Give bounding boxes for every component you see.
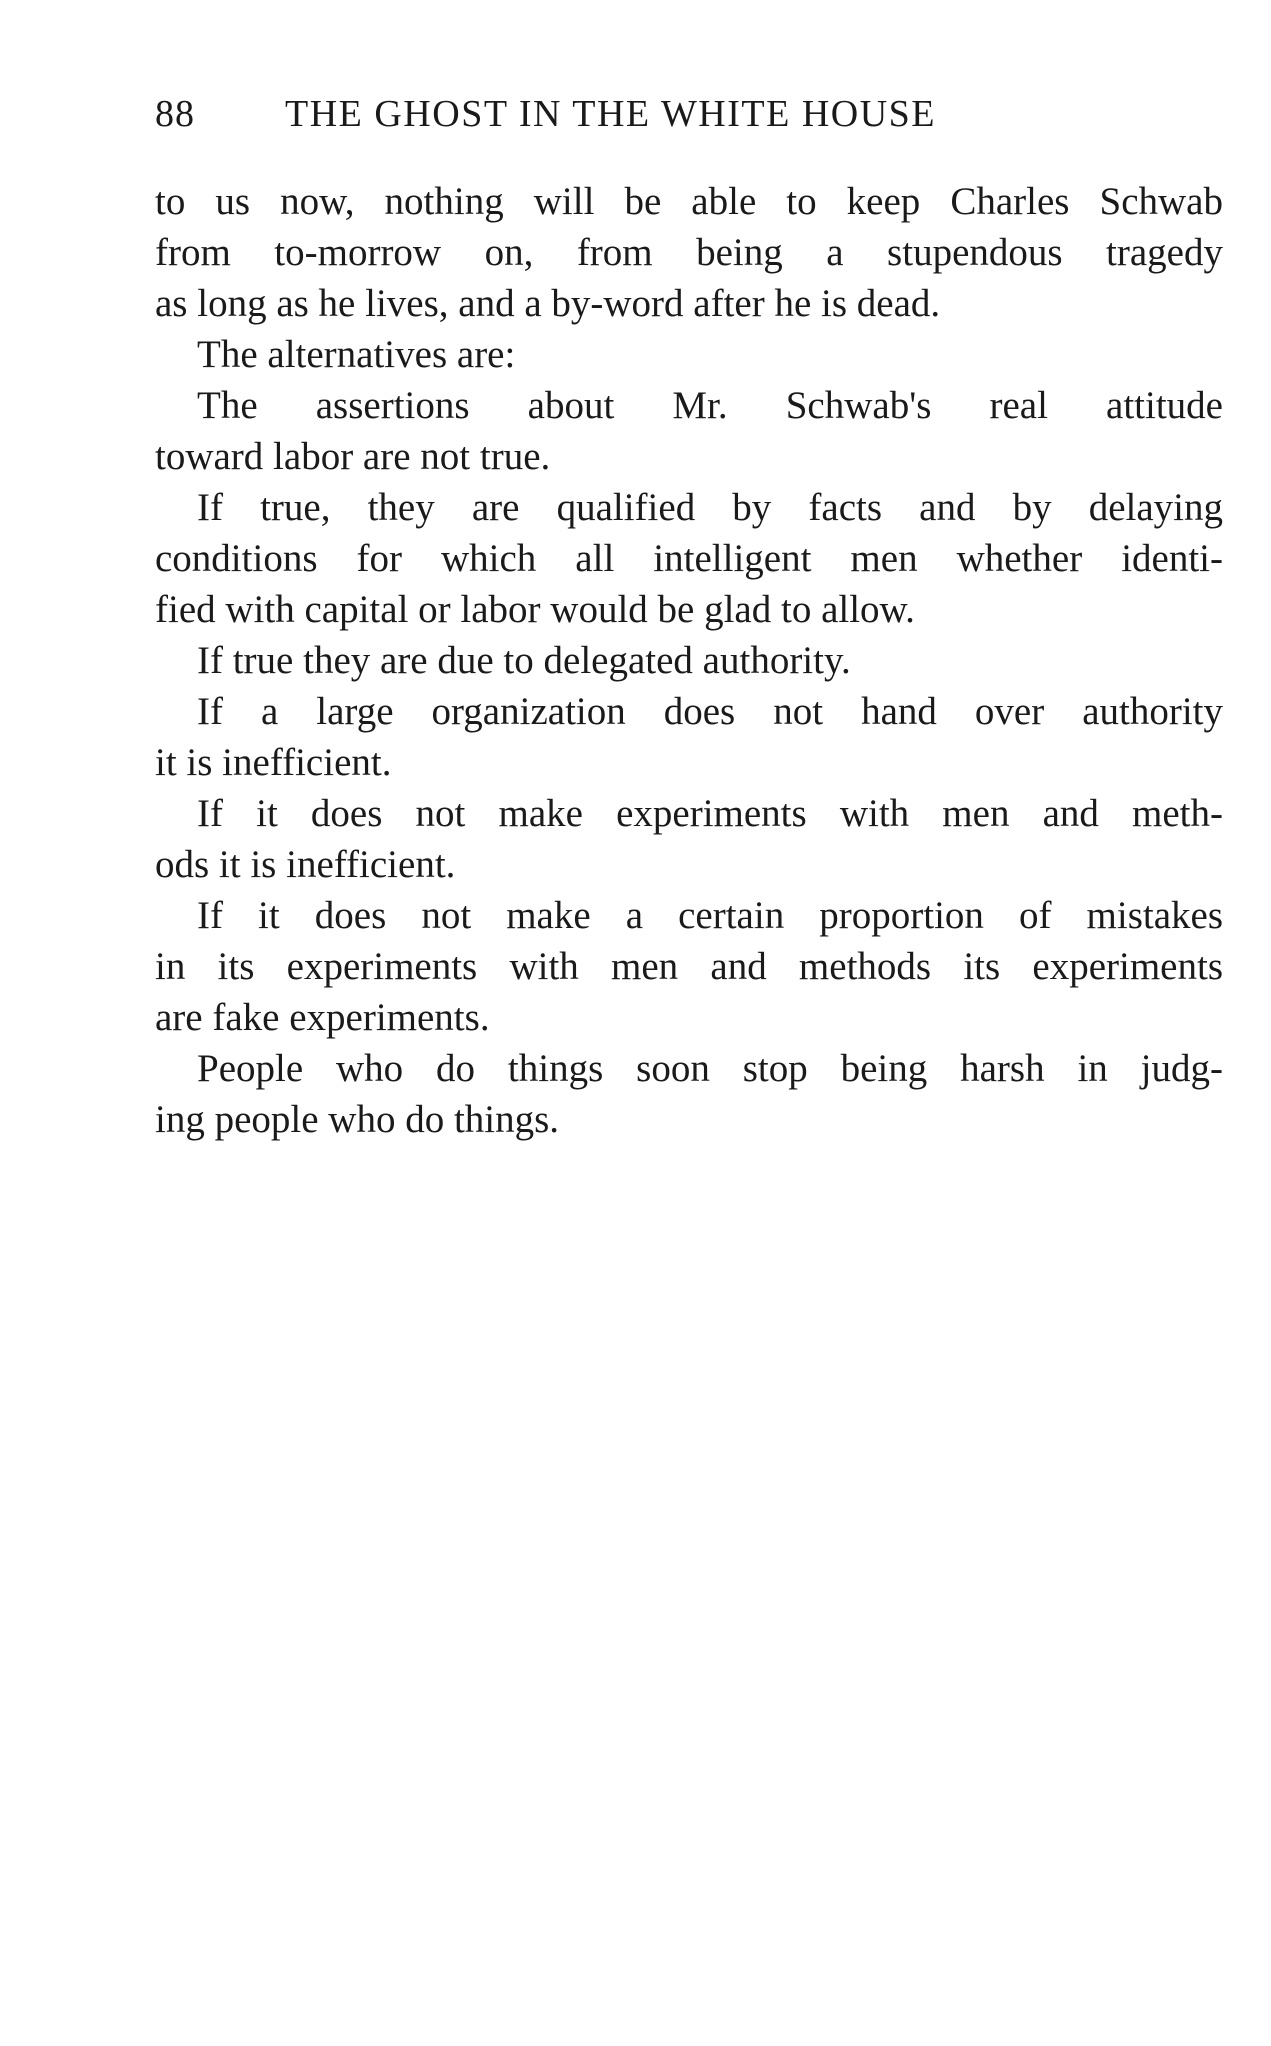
- text-line: People who do things soon stop being harsh in judg-: [197, 1047, 1223, 1090]
- body-text: [155, 176, 1223, 1145]
- text-line: are fake experiments.: [155, 996, 490, 1039]
- text-line: The alternatives are:: [197, 333, 516, 376]
- text-line: to us now, nothing will be able to keep Charles Schwab: [155, 180, 1223, 223]
- text-line: from to-morrow on, from being a stupendous tragedy: [155, 231, 1223, 274]
- running-title: THE GHOST IN THE WHITE HOUSE: [285, 93, 937, 135]
- text-line: If true they are due to delegated authority.: [197, 639, 851, 682]
- text-line: ods it is inefficient.: [155, 843, 456, 886]
- running-head: [155, 92, 1115, 136]
- text-line: If a large organization does not hand over authority: [197, 690, 1223, 733]
- text-line: fied with capital or labor would be glad to allow.: [155, 588, 915, 631]
- text-line: it is inefficient.: [155, 741, 392, 784]
- text-line: The assertions about Mr. Schwab's real attitude: [197, 384, 1223, 427]
- text-line: in its experiments with men and methods its experiments: [155, 945, 1223, 988]
- text-line: conditions for which all intelligent men whether identi-: [155, 537, 1223, 580]
- text-line: If true, they are qualified by facts and by delaying: [197, 486, 1223, 529]
- text-line: as long as he lives, and a by-word after he is dead.: [155, 282, 941, 325]
- text-line: If it does not make experiments with men and meth-: [197, 792, 1223, 835]
- page-number: 88: [155, 93, 195, 135]
- text-line: If it does not make a certain proportion of mistakes: [197, 894, 1223, 937]
- text-line: ing people who do things.: [155, 1098, 560, 1141]
- text-line: toward labor are not true.: [155, 435, 551, 478]
